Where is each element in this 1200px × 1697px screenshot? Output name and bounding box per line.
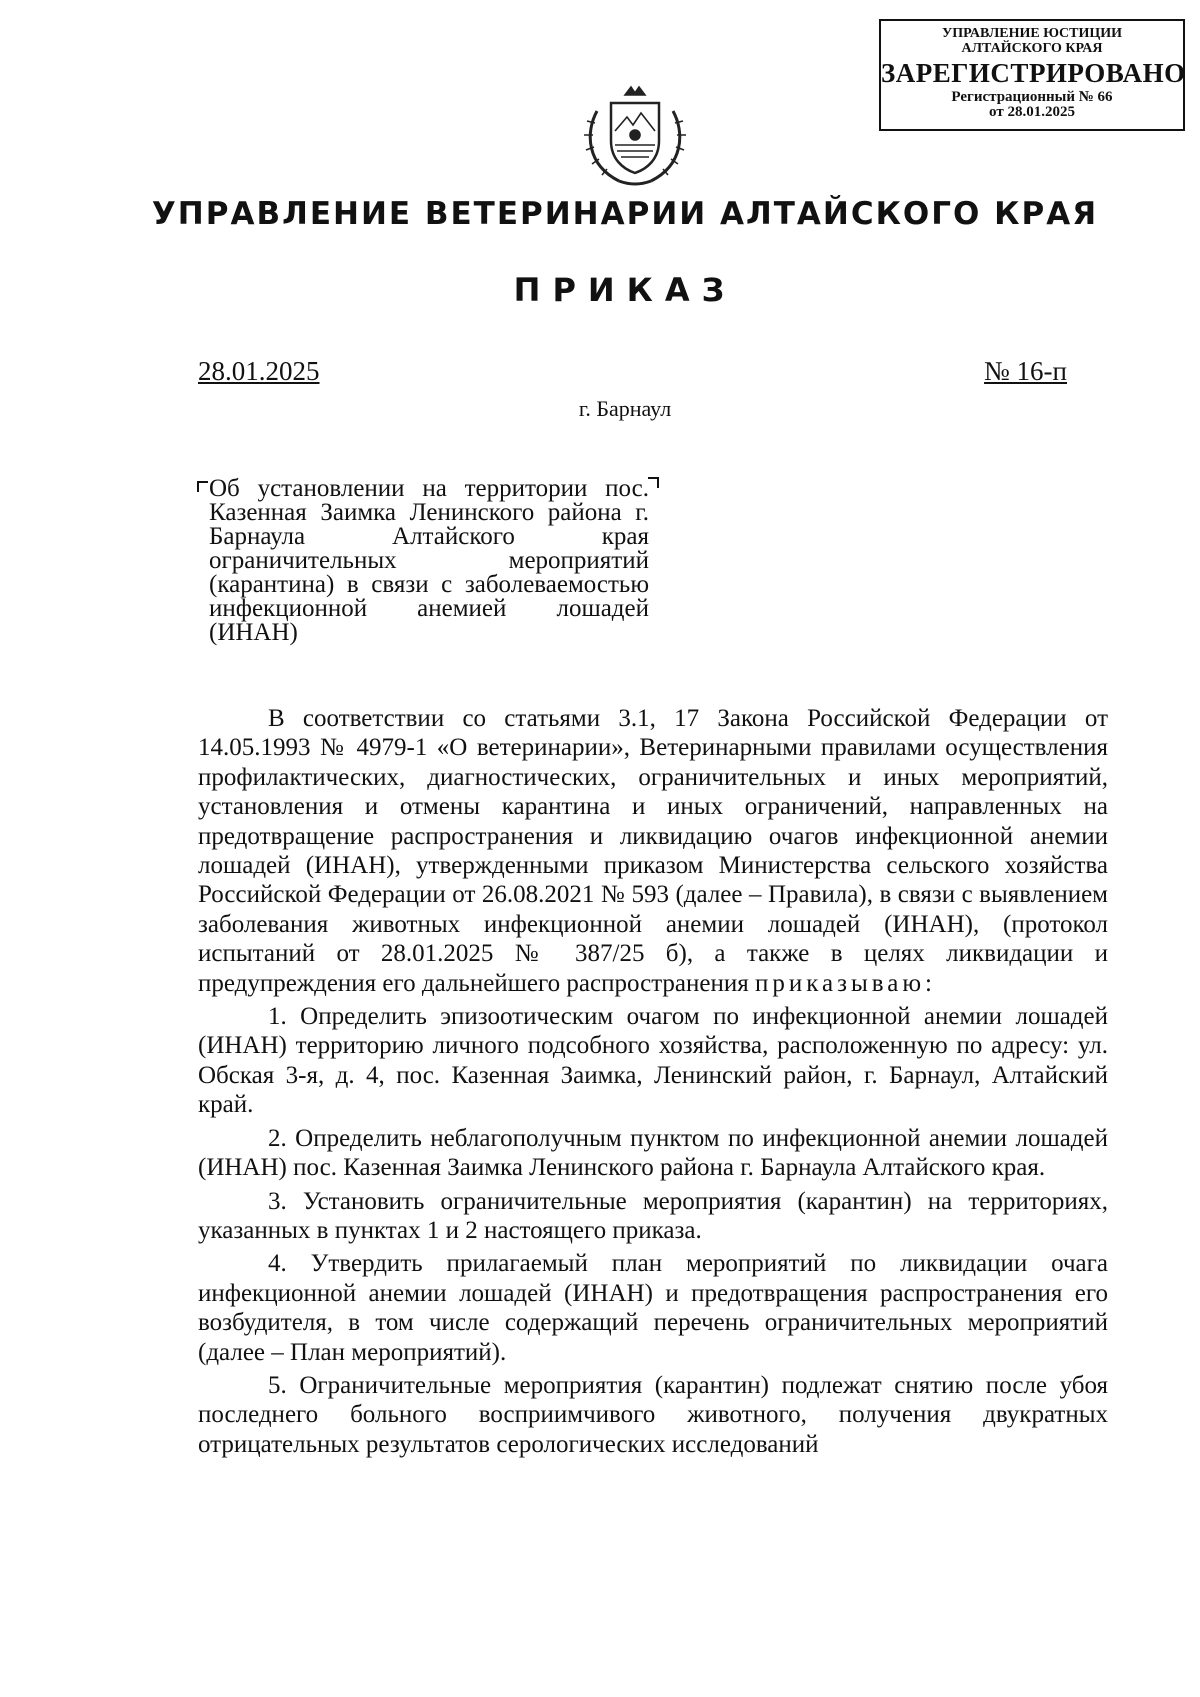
- stamp-reg-date: от 28.01.2025: [989, 104, 1075, 121]
- order-item: 2. Определить неблагополучным пунктом по инфекционной анемии лошадей (ИНАН) пос. Казенная Заимка Ленинского района г. Барнаула Алтайского края.: [198, 1124, 1108, 1182]
- preamble-text: В соответствии со статьями 3.1, 17 Закона Российской Федерации от 14.05.1993 № 4979-1 «О ветеринарии», Ветеринарными правилами осуществления профилактических, диагностических, ограничительных и иных мероприятий, установления и отмены карантина и иных ограничений, направленных на предотвращение распространения и ликвидацию очагов инфекционной анемии лошадей (ИНАН), утвержденными приказом Министерства сельского хозяйства Российской Федерации от 26.08.2021 № 593 (далее – Правила), в связи с выявлением заболевания животных инфекционной анемии лошадей (ИНАН), (протокол испытаний от 28.01.2025 № 387/25 б), а также в целях ликвидации и предупреждения его дальнейшего распространения: [198, 705, 1108, 997]
- order-item: 4. Утвердить прилагаемый план мероприятий по ликвидации очага инфекционной анемии лошадей (ИНАН) и предотвращения распространения его возбудителя, в том числе содержащий перечень ограничительных мероприятий (далее – План мероприятий).: [198, 1250, 1108, 1366]
- document-type: ПРИКАЗ: [513, 271, 737, 309]
- stamp-authority-line1: УПРАВЛЕНИЕ ЮСТИЦИИ: [942, 26, 1122, 41]
- order-preamble: [198, 704, 1108, 998]
- subject-corner-left: [197, 481, 208, 492]
- stamp-reg-number: Регистрационный № 66: [951, 88, 1113, 105]
- order-date: 28.01.2025: [198, 356, 320, 386]
- order-subject: Об установлении на территории пос. Казенная Заимка Ленинского района г. Барнаула Алтайского края ограничительных мероприятий (карантина) в связи с заболеваемостью инфекционной анемией лошадей (ИНАН): [209, 475, 649, 646]
- coat-of-arms-icon: [575, 73, 695, 193]
- stamp-authority-line2: АЛТАЙСКОГО КРАЯ: [961, 40, 1103, 56]
- order-item: 3. Установить ограничительные мероприятия (карантин) на территориях, указанных в пунктах 1 и 2 настоящего приказа.: [198, 1187, 1108, 1244]
- order-city: г. Барнаул: [578, 396, 672, 421]
- order-item: 1. Определить эпизоотическим очагом по инфекционной анемии лошадей (ИНАН) территорию личного подсобного хозяйства, расположенную по адресу: ул. Обская 3-я, д. 4, пос. Казенная Заимка, Ленинский район, г. Барнаул, Алтайский край.: [198, 1003, 1108, 1119]
- order-number: № 16-п: [984, 356, 1067, 386]
- registration-stamp: [879, 19, 1185, 131]
- organization-title: УПРАВЛЕНИЕ ВЕТЕРИНАРИИ АЛТАЙСКОГО КРАЯ: [151, 196, 1099, 232]
- order-item: 5. Ограничительные мероприятия (карантин) подлежат снятию после убоя последнего больного восприимчивого животного, получения двукратных отрицательных результатов серологических исследований: [198, 1371, 1108, 1458]
- order-body: [198, 704, 1108, 1459]
- subject-corner-right: [648, 477, 659, 488]
- order-word: приказываю:: [755, 969, 937, 997]
- stamp-status: ЗАРЕГИСТРИРОВАНО: [881, 58, 1186, 89]
